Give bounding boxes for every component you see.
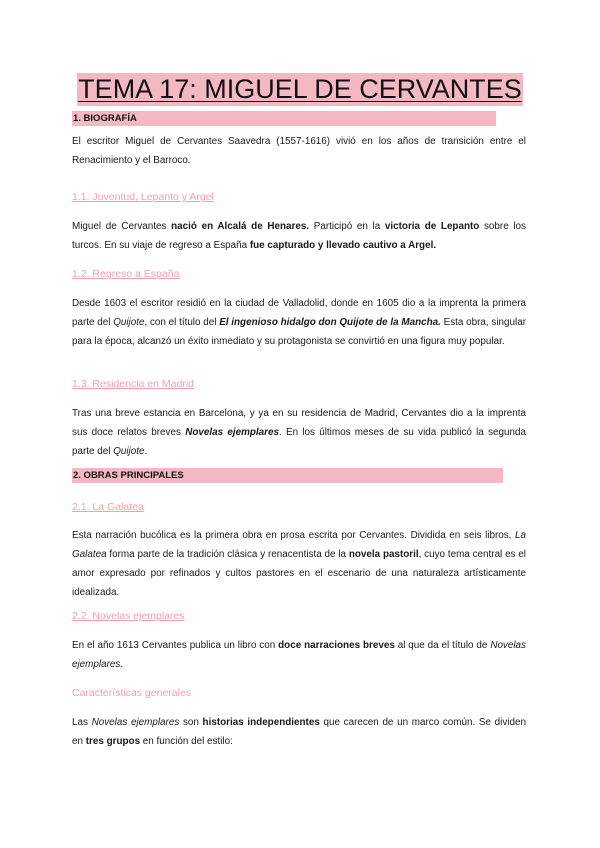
section-heading-obras: 2. OBRAS PRINCIPALES bbox=[72, 468, 503, 483]
paragraph-residencia bbox=[72, 404, 526, 461]
text-span: sobre los turcos. En su viaje de regreso a España bbox=[72, 221, 526, 251]
text-span: en función del estilo: bbox=[140, 736, 233, 747]
italic-text: Novelas ejemplares bbox=[72, 640, 526, 670]
italic-text: Novelas ejemplares bbox=[91, 717, 180, 728]
bold-text: nació en Alcalá de Henares. bbox=[171, 221, 310, 232]
text-span: son bbox=[179, 717, 203, 728]
italic-text: Quijote bbox=[113, 317, 145, 328]
page-title-wrapper bbox=[0, 73, 600, 106]
text-span: El escritor Miguel de Cervantes Saavedra (1557-1616) vivió en los años de transición entre el Renacimiento y el Barroco. bbox=[72, 136, 526, 166]
text-span: . bbox=[120, 659, 124, 670]
italic-text: Quijote bbox=[113, 446, 145, 457]
text-span: que carecen de un marco común. Se dividen en bbox=[72, 717, 526, 747]
text-span: Participó en la bbox=[309, 221, 385, 232]
paragraph-juventud bbox=[72, 217, 526, 255]
bold-text: doce narraciones breves bbox=[278, 640, 395, 651]
paragraph-galatea bbox=[72, 526, 526, 602]
bold-text: novela pastoril bbox=[348, 549, 419, 560]
subheading-galatea: 2.1. La Galatea bbox=[72, 501, 144, 513]
subheading-residencia: 1.3. Residencia en Madrid bbox=[72, 378, 194, 390]
paragraph-regreso bbox=[72, 294, 526, 351]
text-span: al que da el título de bbox=[394, 640, 491, 651]
paragraph-novelas bbox=[72, 636, 526, 674]
bold-text: tres grupos bbox=[85, 736, 141, 747]
bold-italic-text: Novelas ejemplares bbox=[185, 427, 279, 438]
page-title: TEMA 17: MIGUEL DE CERVANTES bbox=[78, 74, 522, 104]
subheading-juventud: 1.1. Juventud, Lepanto y Argel bbox=[72, 191, 214, 203]
text-span: Esta narración bucólica es la primera obra en prosa escrita por Cervantes. Dividida en seis libros, bbox=[72, 530, 516, 541]
text-span: , cuyo tema central es el amor expresado por refinados y cultos pastores en el escenario de una naturaleza artísticamente idealizada. bbox=[72, 549, 526, 598]
bold-text: historias independientes bbox=[202, 717, 320, 728]
text-span: Desde 1603 el escritor residió en la ciudad de Valladolid, donde en 1605 dio a la imprenta la primera parte del bbox=[72, 298, 526, 328]
subheading-novelas: 2.2. Novelas ejemplares bbox=[72, 610, 185, 622]
text-span: En el año 1613 Cervantes publica un libro con bbox=[72, 640, 279, 651]
text-span: . En los últimos meses de su vida publicó la segunda parte del bbox=[72, 427, 526, 457]
bold-text: fue capturado y llevado cautivo a Argel. bbox=[249, 240, 437, 251]
text-span: Esta obra, singular para la época, alcanzó un éxito inmediato y su protagonista se convirtió en una figura muy popular. bbox=[72, 317, 526, 347]
text-span: Miguel de Cervantes bbox=[72, 221, 172, 232]
text-span: Tras una breve estancia en Barcelona, y ya en su residencia de Madrid, Cervantes dio a la imprenta sus doce relatos breves bbox=[72, 408, 526, 438]
section-heading-biografia: 1. BIOGRAFÍA bbox=[72, 111, 496, 126]
italic-text: La Galatea bbox=[72, 530, 526, 560]
paragraph-biografia-intro bbox=[72, 132, 526, 170]
bold-text: victoria de Lepanto bbox=[384, 221, 480, 232]
text-span: forma parte de la tradición clásica y renacentista de la bbox=[106, 549, 349, 560]
paragraph-caracteristicas bbox=[72, 713, 526, 751]
text-span: , con el título del bbox=[144, 317, 220, 328]
text-span: Las bbox=[72, 717, 92, 728]
text-span: . bbox=[144, 446, 148, 457]
subheading-regreso: 1.2. Regreso a España bbox=[72, 268, 180, 280]
subheading-caracteristicas: Características generales bbox=[72, 687, 192, 699]
bold-italic-text: El ingenioso hidalgo don Quijote de la Mancha. bbox=[219, 317, 441, 328]
